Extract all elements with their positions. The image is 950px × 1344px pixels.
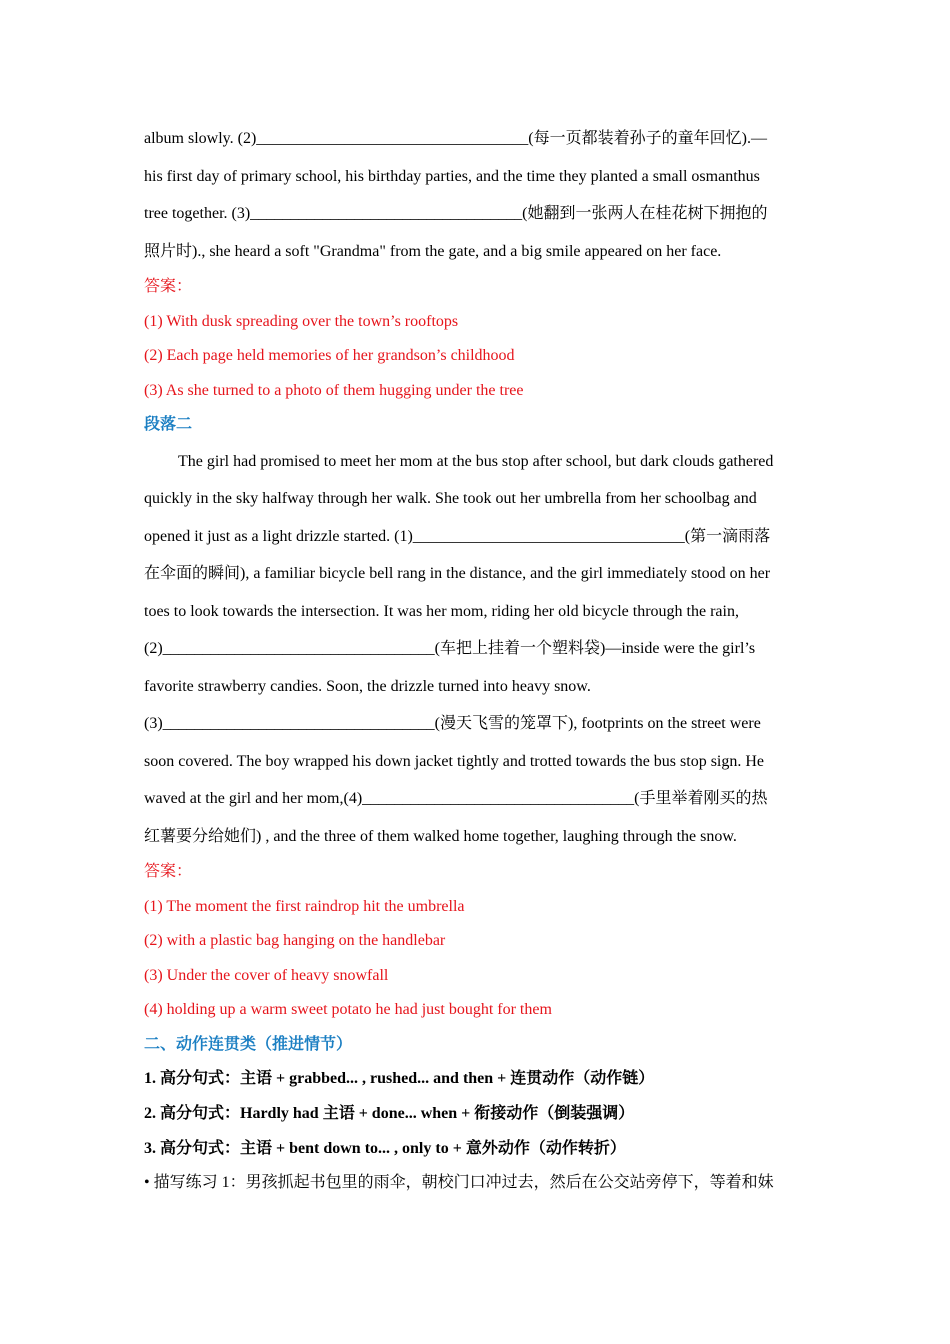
text-line: (2)__________________________________(车把上挂着一个塑料袋)—inside were the girl’s bbox=[144, 640, 756, 657]
answer-item: (3) As she turned to a photo of them hugging under the tree bbox=[144, 381, 524, 399]
text-line: opened it just as a light drizzle started. (1)__________________________________(第一滴雨落 bbox=[144, 527, 771, 545]
paragraph-one-continuation bbox=[144, 120, 808, 270]
text-line: soon covered. The boy wrapped his down jacket tightly and trotted towards the bus stop sign. He bbox=[144, 752, 765, 770]
text-line: waved at the girl and her mom,(4)__________________________________(手里举着刚买的热 bbox=[144, 790, 768, 807]
text-line: 在伞面的瞬间), a familiar bicycle bell rang in the distance, and the girl immediately stood on her bbox=[144, 565, 771, 582]
sentence-pattern: 1. 高分句式：主语 + grabbed... , rushed... and then + 连贯动作（动作链） bbox=[144, 1070, 655, 1087]
text-line: The girl had promised to meet her mom at the bus stop after school, but dark clouds gathered bbox=[178, 452, 774, 470]
text-line: album slowly. (2)__________________________________(每一页都装着孙子的童年回忆).— bbox=[144, 130, 767, 147]
answer-item: (4) holding up a warm sweet potato he had just bought for them bbox=[144, 1001, 552, 1018]
answer-item: (2) with a plastic bag hanging on the handlebar bbox=[144, 932, 446, 949]
text-line: toes to look towards the intersection. It was her mom, riding her old bicycle through the rain, bbox=[144, 602, 739, 620]
text-line: quickly in the sky halfway through her walk. She took out her umbrella from her schoolbag and bbox=[144, 490, 757, 507]
text-line: tree together. (3)__________________________________(她翻到一张两人在桂花树下拥抱的 bbox=[144, 205, 768, 222]
text-line: 红薯要分给她们) , and the three of them walked home together, laughing through the snow. bbox=[144, 827, 737, 845]
answer-item: (1) With dusk spreading over the town’s rooftops bbox=[144, 312, 459, 330]
sentence-pattern: 2. 高分句式：Hardly had 主语 + done... when + 衔接动作（倒装强调） bbox=[144, 1104, 635, 1122]
answer-item: (2) Each page held memories of her grandson’s childhood bbox=[144, 347, 515, 364]
section-heading-paragraph-two: 段落二 bbox=[144, 416, 193, 433]
sentence-pattern: 3. 高分句式：主语 + bent down to... , only to + 意外动作（动作转折） bbox=[144, 1139, 626, 1157]
paragraph-two bbox=[144, 443, 808, 856]
practice-prompt: • 描写练习 1：男孩抓起书包里的雨伞，朝校门口冲过去，然后在公交站旁停下，等着和妹 bbox=[144, 1174, 774, 1192]
answer-label: 答案： bbox=[144, 863, 193, 880]
text-line: favorite strawberry candies. Soon, the drizzle turned into heavy snow. bbox=[144, 677, 591, 695]
answer-label: 答案： bbox=[144, 278, 193, 295]
section-heading-action-sequence: 二、动作连贯类（推进情节） bbox=[144, 1035, 353, 1053]
document-page bbox=[144, 120, 808, 1201]
answer-item: (3) Under the cover of heavy snowfall bbox=[144, 966, 389, 984]
answer-item: (1) The moment the first raindrop hit the umbrella bbox=[144, 897, 465, 915]
text-line: 照片时)., she heard a soft "Grandma" from the gate, and a big smile appeared on her face. bbox=[144, 242, 722, 260]
text-line: his first day of primary school, his birthday parties, and the time they planted a small osmanthus bbox=[144, 167, 760, 185]
text-line: (3)__________________________________(漫天飞雪的笼罩下), footprints on the street were bbox=[144, 715, 761, 732]
